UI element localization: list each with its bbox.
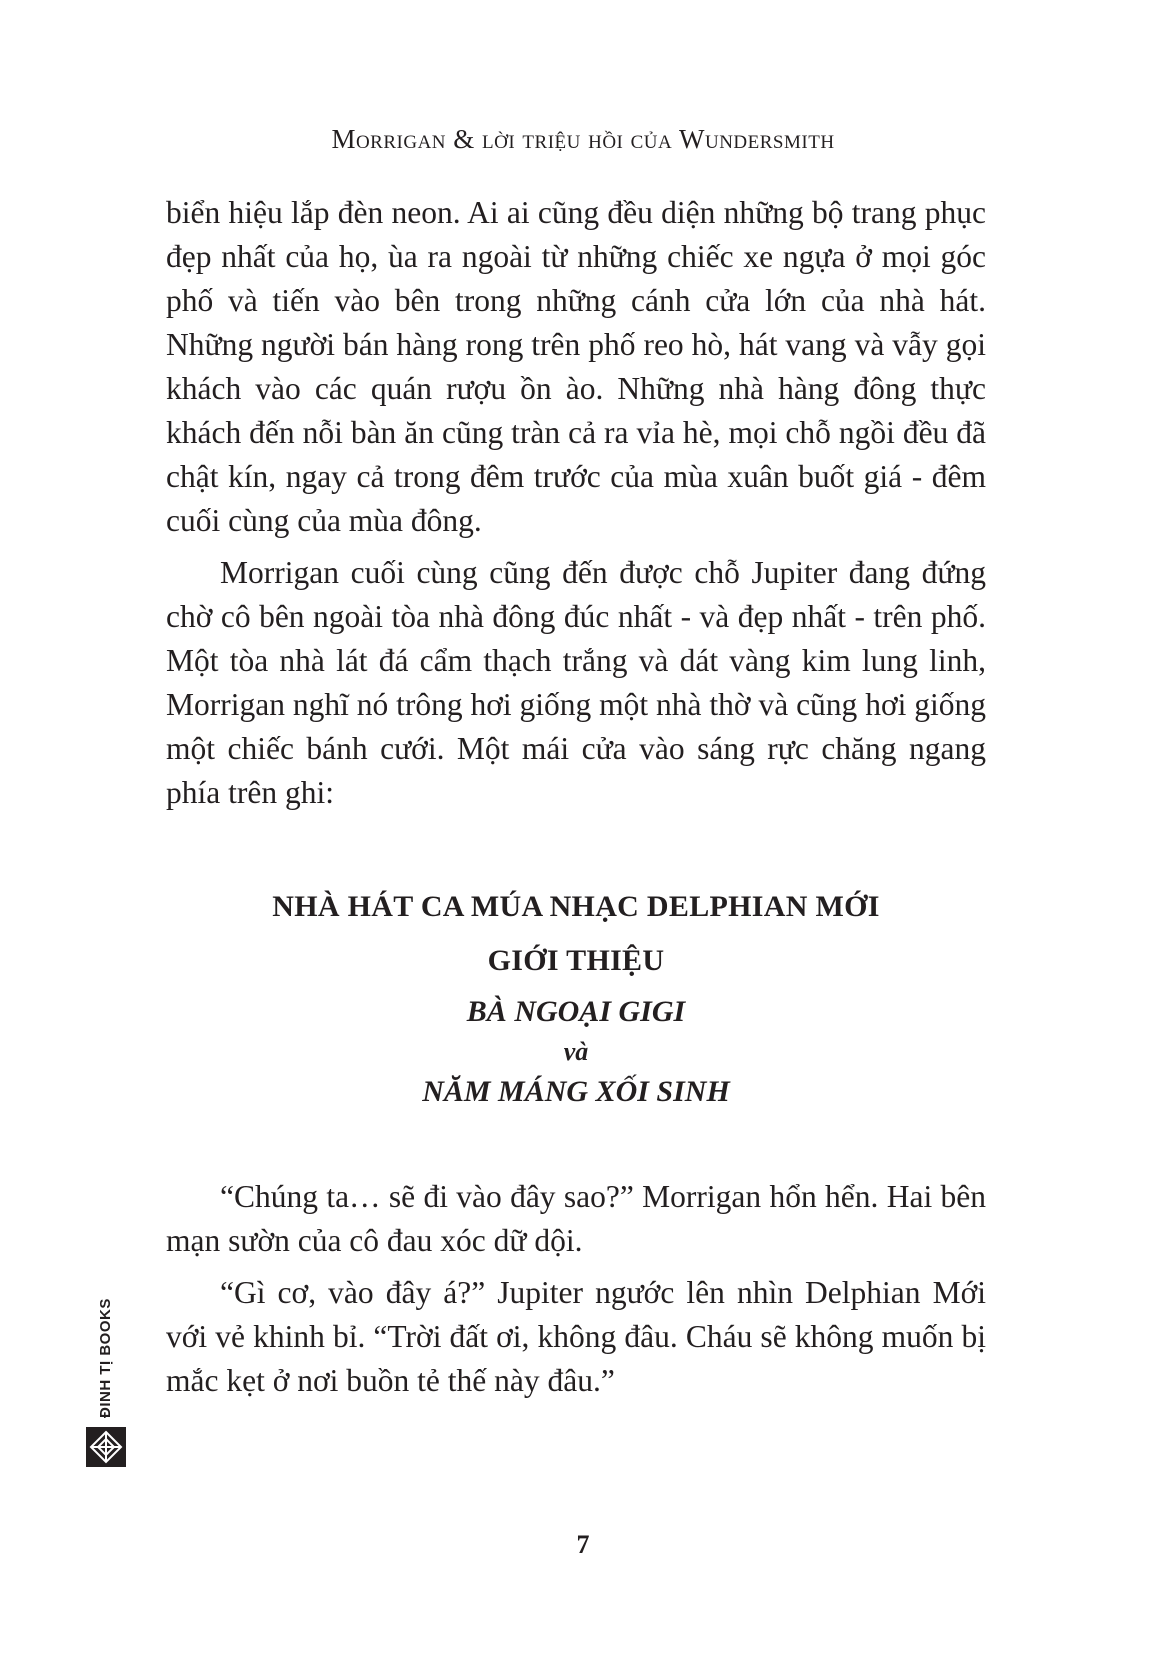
theatre-sign	[166, 880, 986, 1114]
sign-line-act-2: NĂM MÁNG XỐI SINH	[422, 1075, 730, 1108]
sign-line-and: và	[563, 1037, 589, 1066]
dialogue-2: “Gì cơ, vào đây á?” Jupiter ngước lên nhìn Delphian Mới với vẻ khinh bỉ. “Trời đất ơi, không đâu. Cháu sẽ không muốn bị mắc kẹt ở nơi buồn tẻ thế này đâu.”	[166, 1275, 986, 1398]
dialogue-1: “Chúng ta… sẽ đi vào đây sao?” Morrigan hổn hển. Hai bên mạn sườn của cô đau xóc dữ dội.	[166, 1179, 986, 1258]
publisher-name: ĐINH TỊ BOOKS	[97, 1298, 114, 1418]
publisher-logo-icon	[86, 1427, 126, 1467]
running-header: Morrigan & lời triệu hồi của Wundersmith	[331, 124, 835, 154]
sign-line-theatre: NHÀ HÁT CA MÚA NHẠC DELPHIAN MỚI	[272, 890, 880, 923]
page-number: 7	[576, 1530, 590, 1559]
paragraph-2: Morrigan cuối cùng cũng đến được chỗ Jupiter đang đứng chờ cô bên ngoài tòa nhà đông đúc nhất - và đẹp nhất - trên phố. Một tòa nhà lát đá cẩm thạch trắng và dát vàng kim lung linh, Morrigan nghĩ nó trông hơi giống một nhà thờ và cũng hơi giống một chiếc bánh cưới. Một mái cửa vào sáng rực chăng ngang phía trên ghi:	[166, 555, 986, 810]
body-text-bottom	[166, 1175, 986, 1403]
sign-line-presents: GIỚI THIỆU	[487, 944, 665, 977]
paragraph-1: biển hiệu lắp đèn neon. Ai ai cũng đều diện những bộ trang phục đẹp nhất của họ, ùa ra ngoài từ những chiếc xe ngựa ở mọi góc phố và tiến vào bên trong những cánh cửa lớn của nhà hát. Những người bán hàng rong trên phố reo hò, hát vang và vẫy gọi khách vào các quán rượu ồn ào. Những nhà hàng đông thực khách đến nỗi bàn ăn cũng tràn cả ra vỉa hè, mọi chỗ ngồi đều đã chật kín, ngay cả trong đêm trước của mùa xuân buốt giá - đêm cuối cùng của mùa đông.	[166, 195, 986, 538]
body-text-top	[166, 191, 986, 815]
sign-line-act-1: BÀ NGOẠI GIGI	[466, 995, 686, 1028]
